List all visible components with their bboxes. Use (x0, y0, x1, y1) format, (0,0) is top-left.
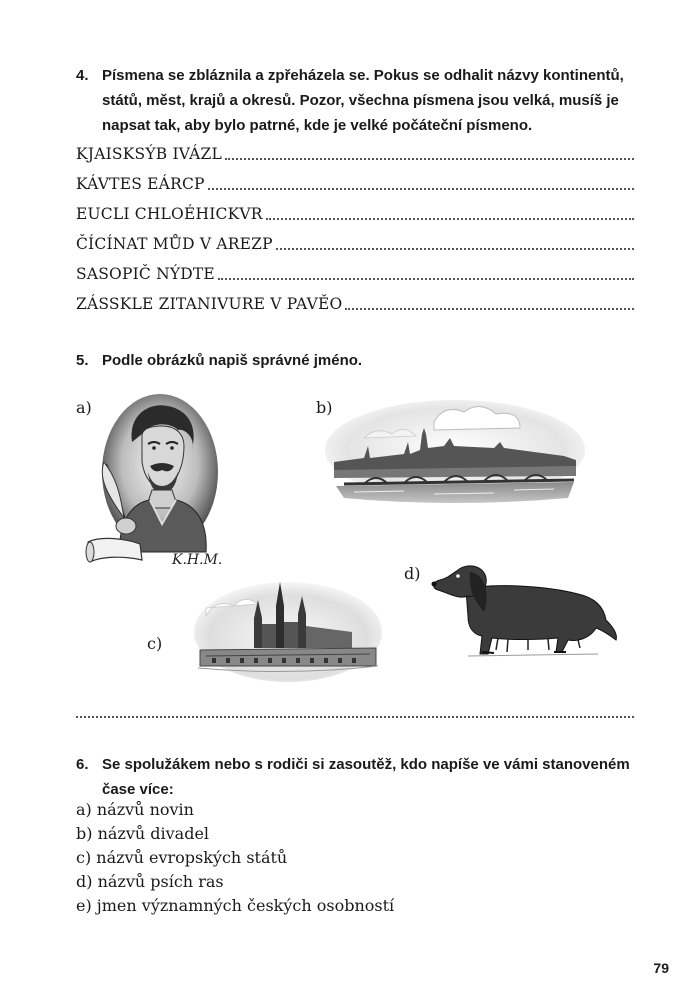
answer-line[interactable] (266, 218, 634, 220)
answer-row[interactable] (76, 262, 634, 284)
picture-label-c: c) (147, 634, 163, 653)
answer-row[interactable] (76, 232, 634, 254)
task-4-heading (76, 63, 636, 138)
prague-castle-illustration (192, 576, 384, 684)
answer-row[interactable] (76, 202, 634, 224)
picture-label-a: a) (76, 398, 92, 417)
task-6-heading (76, 752, 636, 802)
illustrator-signature: K.H.M. (172, 552, 223, 568)
answer-line[interactable] (276, 248, 634, 250)
option-item: c) názvů evropských států (76, 848, 288, 867)
task-number: 6. (76, 756, 89, 773)
prague-panorama-illustration (324, 398, 586, 508)
picture-answer-line[interactable] (76, 716, 634, 718)
dachshund-dog-illustration (428, 560, 618, 660)
scrambled-word: ČÍCÍNAT MŮD V AREZP (76, 235, 273, 253)
option-item: e) jmen významných českých osobností (76, 896, 395, 915)
answer-line[interactable] (225, 158, 634, 160)
task-number: 5. (76, 352, 89, 369)
option-item: a) názvů novin (76, 800, 194, 819)
task-instruction: Písmena se zbláznila a zpřeházela se. Pokus se odhalit názvy kontinentů, států, měst, krajů a okresů. Pozor, všechna písmena jsou velká, musíš je napsat tak, aby bylo patrné, kde je velké počáteční písmeno. (102, 67, 624, 134)
task-instruction: Se spolužákem nebo s rodiči si zasoutěž, kdo napíše ve vámi stanoveném čase více: (102, 756, 630, 798)
answer-line[interactable] (208, 188, 634, 190)
scrambled-word: SASOPIČ NÝDTE (76, 265, 215, 283)
scrambled-word: KJAISKSÝB IVÁZL (76, 145, 222, 163)
answer-line[interactable] (345, 308, 634, 310)
task-instruction: Podle obrázků napiš správné jméno. (102, 352, 363, 369)
poet-portrait-illustration (80, 392, 230, 572)
picture-label-b: b) (316, 398, 333, 417)
answer-row[interactable] (76, 142, 634, 164)
answer-line[interactable] (218, 278, 634, 280)
picture-label-d: d) (404, 564, 421, 583)
option-item: d) názvů psích ras (76, 872, 224, 891)
task-5-heading (76, 348, 636, 373)
option-item: b) názvů divadel (76, 824, 210, 843)
answer-row[interactable] (76, 292, 634, 314)
answer-row[interactable] (76, 172, 634, 194)
page-number: 79 (653, 960, 669, 976)
task-number: 4. (76, 67, 89, 84)
scrambled-word: ZÁSSKLE ZITANIVURE V PAVĚO (76, 295, 343, 313)
scrambled-word: EUCLI CHLOÉHICKVR (76, 205, 263, 223)
scrambled-word: KÁVTES EÁRCP (76, 175, 205, 193)
